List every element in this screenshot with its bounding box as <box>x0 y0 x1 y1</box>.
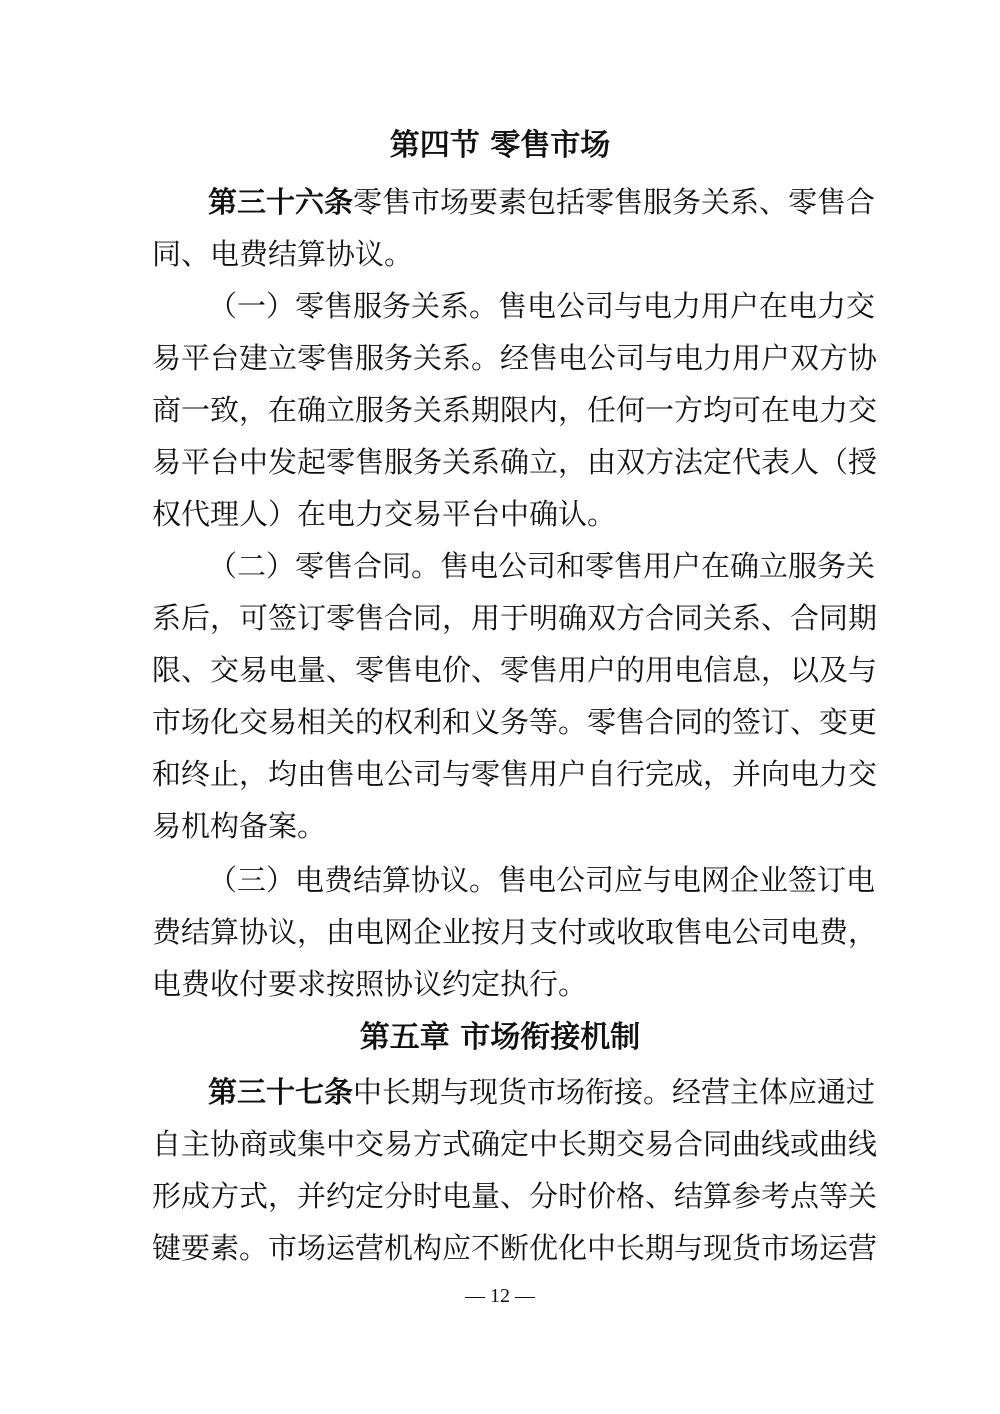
item-3-line-1: （三）电费结算协议。售电公司应与电网企业签订电 <box>208 863 876 897</box>
item-1-line-5: 权代理人）在电力交易平台中确认。 <box>152 497 617 531</box>
article-36-line-2: 同、电费结算协议。 <box>152 237 414 271</box>
item-2-line-1: （二）零售合同。售电公司和零售用户在确立服务关 <box>208 549 876 583</box>
article-37-text-1: 中长期与现货市场衔接。经营主体应通过 <box>353 1075 876 1109</box>
item-1-line-2: 易平台建立零售服务关系。经售电公司与电力用户双方协 <box>152 341 878 375</box>
article-37-line-2: 自主协商或集中交易方式确定中长期交易合同曲线或曲线 <box>152 1127 878 1161</box>
item-2-line-6: 易机构备案。 <box>152 809 327 843</box>
item-2-line-2: 系后，可签订零售合同，用于明确双方合同关系、合同期 <box>152 601 878 635</box>
article-37-label: 第三十七条 <box>208 1075 354 1109</box>
item-3-line-3: 电费收付要求按照协议约定执行。 <box>152 967 588 1001</box>
item-2-line-3: 限、交易电量、零售电价、零售用户的用电信息，以及与 <box>152 653 878 687</box>
chapter-title: 第五章 市场衔接机制 <box>359 1020 641 1055</box>
article-37-line-4: 键要素。市场运营机构应不断优化中长期与现货市场运营 <box>152 1231 878 1265</box>
article-36-text-1: 零售市场要素包括零售服务关系、零售合 <box>353 185 876 219</box>
item-2-line-5: 和终止，均由售电公司与零售用户自行完成，并向电力交 <box>152 757 878 791</box>
item-2-line-4: 市场化交易相关的权利和义务等。零售合同的签订、变更 <box>152 705 878 739</box>
article-37-line-3: 形成方式，并约定分时电量、分时价格、结算参考点等关 <box>152 1179 878 1213</box>
item-3-line-2: 费结算协议，由电网企业按月支付或收取售电公司电费， <box>152 915 878 949</box>
section-title: 第四节 零售市场 <box>389 128 611 163</box>
item-1-line-1: （一）零售服务关系。售电公司与电力用户在电力交 <box>208 289 876 323</box>
item-1-line-3: 商一致，在确立服务关系期限内，任何一方均可在电力交 <box>152 393 878 427</box>
article-36-label: 第三十六条 <box>208 185 354 219</box>
article-37-line-1 <box>208 1072 876 1112</box>
page-number: — 12 — <box>465 1285 535 1307</box>
item-1-line-4: 易平台中发起零售服务关系确立，由双方法定代表人（授 <box>152 445 878 479</box>
article-36-line-1 <box>208 182 876 222</box>
